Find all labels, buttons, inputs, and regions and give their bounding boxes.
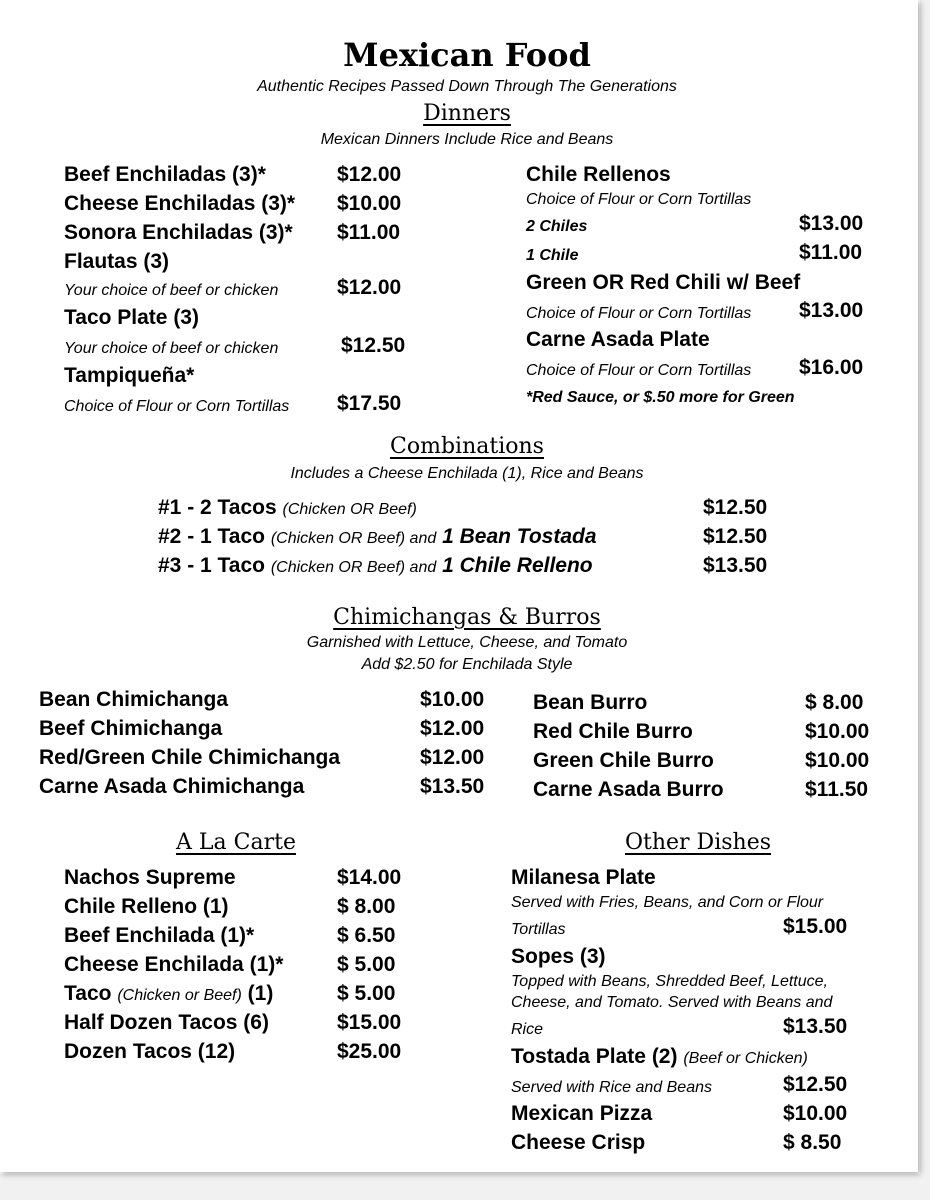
menu-item-price: $ 8.50 — [783, 1131, 842, 1154]
menu-item-name: Cheese Enchiladas (3)* — [64, 192, 296, 215]
section-heading-combinations: Combinations — [390, 434, 544, 459]
viewer-right-gutter — [920, 0, 930, 1200]
menu-item-price: $12.00 — [337, 276, 402, 299]
menu-item-label: Tostada Plate (2) — [511, 1045, 678, 1068]
menu-item-name: Carne Asada Burro — [533, 778, 724, 801]
menu-item-price: $14.00 — [337, 866, 402, 889]
dinners-footnote: *Red Sauce, or $.50 more for Green — [526, 389, 795, 406]
menu-item-price: $13.00 — [799, 212, 864, 235]
tagline: Authentic Recipes Passed Down Through The Generations — [257, 78, 677, 95]
menu-item-name: Bean Chimichanga — [39, 688, 229, 711]
menu-item-price: $ 5.00 — [337, 953, 396, 976]
menu-item-description: Served with Rice and Beans — [511, 1079, 712, 1096]
section-heading-other-dishes: Other Dishes — [624, 830, 772, 855]
chimis-note-enchilada-style: Add $2.50 for Enchilada Style — [361, 656, 573, 673]
menu-item-name: Milanesa Plate — [511, 866, 656, 889]
menu-item-price: $15.00 — [783, 915, 848, 938]
menu-item-name: Bean Burro — [533, 691, 648, 714]
menu-item-price: $10.00 — [783, 1102, 848, 1125]
menu-item-detail: (Chicken or Beef) — [117, 987, 242, 1004]
menu-item-price: $12.50 — [703, 496, 768, 519]
menu-item-name: Sopes (3) — [511, 945, 606, 968]
combo-main: #1 - 2 Tacos — [158, 496, 277, 519]
menu-item-name: Sonora Enchiladas (3)* — [64, 221, 293, 244]
viewer-bottom-gutter — [0, 1174, 930, 1200]
menu-item-name: Chile Relleno (1) — [64, 895, 229, 918]
combo-extra: 1 Bean Tostada — [442, 525, 597, 548]
menu-item-option: 2 Chiles — [526, 218, 588, 235]
menu-item-description: Choice of Flour or Corn Tortillas — [64, 398, 290, 415]
menu-item-name: Beef Enchiladas (3)* — [64, 163, 266, 186]
menu-item-price: $12.00 — [337, 163, 402, 186]
menu-item-description: Your choice of beef or chicken — [64, 340, 279, 357]
combo-main: #3 - 1 Taco — [158, 554, 265, 577]
menu-item-name: Carne Asada Chimichanga — [39, 775, 305, 798]
page-title: Mexican Food — [343, 36, 591, 74]
menu-item-qty: (1) — [247, 982, 274, 1005]
section-heading-a-la-carte: A La Carte — [176, 830, 296, 855]
combinations-note: Includes a Cheese Enchilada (1), Rice and Beans — [290, 465, 644, 482]
menu-item-name: Red/Green Chile Chimichanga — [39, 746, 341, 769]
menu-item-name: Green OR Red Chili w/ Beef — [526, 271, 801, 294]
menu-item-name: Cheese Enchilada (1)* — [64, 953, 284, 976]
combo-item — [158, 554, 593, 578]
menu-item-name: Flautas (3) — [64, 250, 170, 273]
menu-item-price: $15.00 — [337, 1011, 402, 1034]
menu-item-price: $12.00 — [420, 717, 485, 740]
menu-item-price: $12.50 — [703, 525, 768, 548]
menu-item-price: $16.00 — [799, 356, 864, 379]
menu-item-description: Cheese, and Tomato. Served with Beans and — [511, 994, 833, 1011]
menu-item-price: $12.50 — [783, 1073, 848, 1096]
menu-item-description: Served with Fries, Beans, and Corn or Flour — [511, 894, 824, 911]
menu-item-description: Your choice of beef or chicken — [64, 282, 279, 299]
menu-item-price: $17.50 — [337, 392, 402, 415]
menu-item-price: $11.00 — [799, 241, 863, 264]
menu-item-price: $10.00 — [337, 192, 402, 215]
dinners-note: Mexican Dinners Include Rice and Beans — [320, 131, 614, 148]
menu-item-price: $25.00 — [337, 1040, 402, 1063]
menu-item-price: $12.00 — [420, 746, 485, 769]
menu-item-price: $11.00 — [337, 221, 401, 244]
menu-item-name: Green Chile Burro — [533, 749, 714, 772]
menu-item-price: $ 8.00 — [337, 895, 396, 918]
menu-item-name: Nachos Supreme — [64, 866, 236, 889]
menu-item-price: $13.00 — [799, 299, 864, 322]
menu-item-description: Choice of Flour or Corn Tortillas — [526, 191, 752, 208]
menu-item-price: $ 5.00 — [337, 982, 396, 1005]
combo-main: #2 - 1 Taco — [158, 525, 265, 548]
menu-item-price: $13.50 — [703, 554, 768, 577]
section-heading-chimichangas-burros: Chimichangas & Burros — [333, 605, 601, 630]
menu-item-description: Choice of Flour or Corn Tortillas — [526, 362, 752, 379]
menu-item-name: Red Chile Burro — [533, 720, 693, 743]
menu-item-name: Carne Asada Plate — [526, 328, 710, 351]
combo-detail: (Chicken OR Beef) and — [270, 530, 437, 547]
menu-item-name: Cheese Crisp — [511, 1131, 646, 1154]
menu-item-price: $ 6.50 — [337, 924, 396, 947]
menu-item-name: Dozen Tacos (12) — [64, 1040, 236, 1063]
menu-item-description: Choice of Flour or Corn Tortillas — [526, 305, 752, 322]
menu-item-price: $11.50 — [805, 778, 869, 801]
menu-item-name: Beef Chimichanga — [39, 717, 223, 740]
menu-item-name: Tampiqueña* — [64, 364, 195, 387]
menu-item-name: Chile Rellenos — [526, 163, 671, 186]
menu-item-name: Taco Plate (3) — [64, 306, 199, 329]
combo-detail: (Chicken OR Beef) — [282, 501, 417, 518]
menu-item-name: Half Dozen Tacos (6) — [64, 1011, 269, 1034]
combo-item — [158, 525, 597, 549]
menu-item-price: $13.50 — [420, 775, 485, 798]
menu-item-price: $10.00 — [805, 749, 870, 772]
combo-item — [158, 496, 417, 520]
menu-item-price: $10.00 — [420, 688, 485, 711]
section-heading-dinners: Dinners — [423, 101, 511, 126]
menu-item-price: $10.00 — [805, 720, 870, 743]
menu-item-price: $ 8.00 — [805, 691, 864, 714]
menu-item-label: Taco — [64, 982, 112, 1005]
combo-extra: 1 Chile Relleno — [442, 554, 593, 577]
combo-detail: (Chicken OR Beef) and — [270, 559, 437, 576]
menu-item-option: 1 Chile — [526, 247, 579, 264]
menu-item-price: $12.50 — [341, 334, 406, 357]
menu-item-description: Topped with Beans, Shredded Beef, Lettuce, — [511, 973, 828, 990]
menu-item-price: $13.50 — [783, 1015, 848, 1038]
menu-item-description: Rice — [511, 1021, 544, 1038]
menu-item-detail: (Beef or Chicken) — [683, 1050, 808, 1067]
menu-item-name — [64, 982, 273, 1006]
chimis-note-garnish: Garnished with Lettuce, Cheese, and Tomato — [306, 634, 628, 651]
menu-item-description: Tortillas — [511, 921, 566, 938]
menu-item-name — [511, 1045, 808, 1069]
menu-item-name: Beef Enchilada (1)* — [64, 924, 255, 947]
menu-item-name: Mexican Pizza — [511, 1102, 653, 1125]
